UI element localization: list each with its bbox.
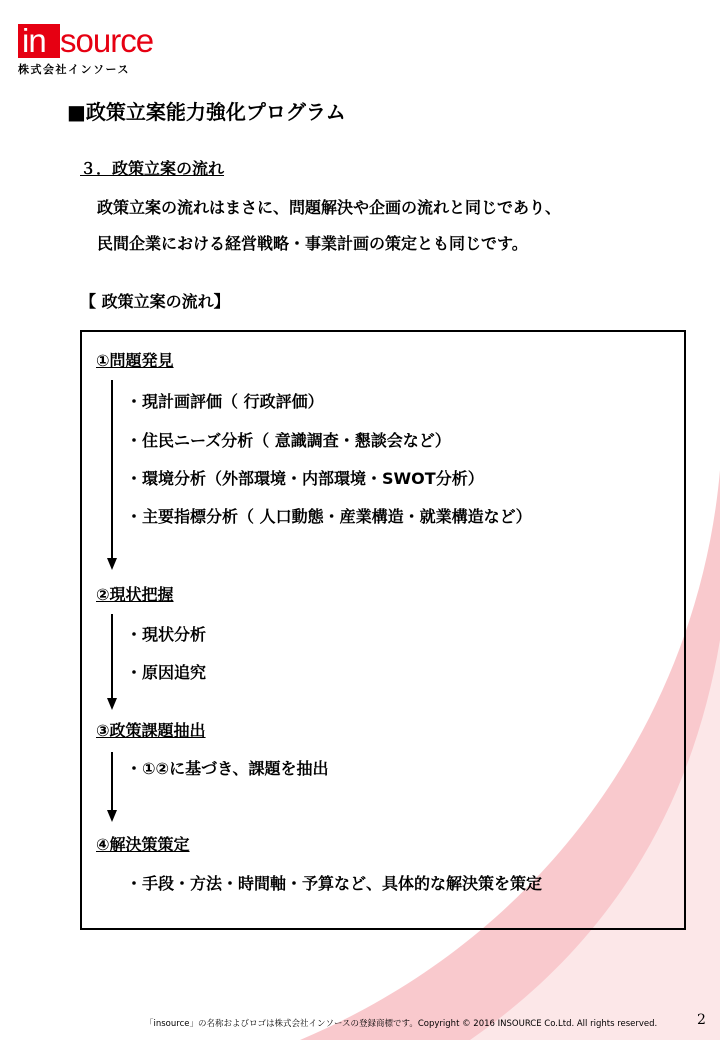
step-1-item: ・現計画評価（ 行政評価）: [126, 392, 324, 411]
body-line: 民間企業における経営戦略・事業計画の策定とも同じです。: [97, 234, 528, 253]
body-line: 政策立案の流れはまさに、問題解決や企画の流れと同じであり、: [97, 198, 562, 217]
page-number: 2: [697, 1012, 706, 1028]
company-name: 株式会社インソース: [18, 63, 130, 76]
section-body: [97, 190, 561, 262]
step-2-item: ・原因追究: [126, 663, 207, 682]
step-4-heading: ④解決策策定: [96, 835, 190, 854]
insource-logo: [18, 22, 154, 77]
footer-copyright: 「insource」の名称およびロゴは株式会社インソースの登録商標です。Copyright © 2016 INSOURCE Co.Ltd. All rights reserved.: [145, 1019, 658, 1029]
page-title: ■政策立案能力強化プログラム: [67, 100, 346, 124]
step-3-item: ・①②に基づき、課題を抽出: [126, 759, 329, 778]
logo-source: source: [60, 22, 154, 59]
section-heading: ３．政策立案の流れ: [80, 159, 225, 178]
step-1-item: ・住民ニーズ分析（ 意識調査・懇談会など）: [126, 431, 451, 450]
step-3-heading: ③政策課題抽出: [96, 721, 206, 740]
flow-box: [80, 330, 686, 930]
step-2-heading: ②現状把握: [96, 585, 174, 604]
step-2-item: ・現状分析: [126, 625, 207, 644]
step-1-item: ・主要指標分析（ 人口動態・産業構造・就業構造など）: [126, 507, 532, 526]
step-1-item: ・環境分析（外部環境・内部環境・SWOT分析）: [126, 469, 484, 488]
step-1-heading: ①問題発見: [96, 351, 174, 370]
logo-in: in: [18, 24, 60, 58]
flow-label: 【 政策立案の流れ】: [80, 292, 230, 311]
step-4-item: ・手段・方法・時間軸・予算など、具体的な解決策を策定: [126, 874, 543, 893]
